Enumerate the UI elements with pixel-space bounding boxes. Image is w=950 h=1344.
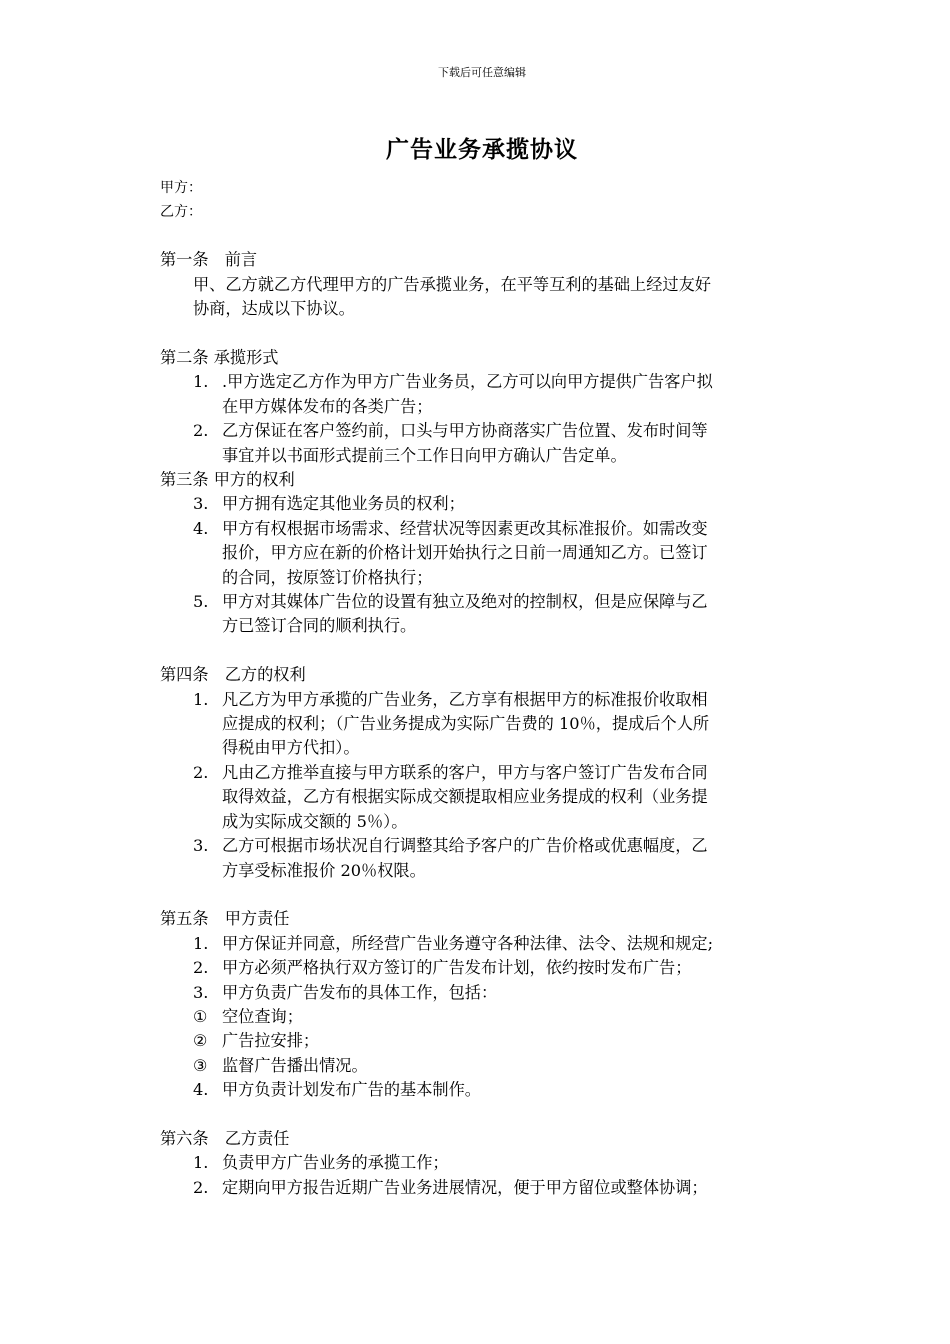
item-line: 成为实际成交额的 5％）。 <box>222 811 408 831</box>
item-number: 1. <box>193 1153 209 1173</box>
item-number: 4. <box>193 518 209 538</box>
list-item <box>160 932 810 956</box>
list-item <box>160 981 810 1005</box>
item-line: 方享受标准报价 20％权限。 <box>222 860 426 880</box>
item-number: 2. <box>193 421 209 441</box>
article-1-heading: 第一条 前言 <box>160 250 258 270</box>
sub-list-item <box>160 1005 810 1029</box>
party-b-label: 乙方： <box>160 204 202 220</box>
sub-item-number: ① <box>193 1006 208 1026</box>
list-item <box>160 761 810 834</box>
item-number: 3. <box>193 494 209 514</box>
item-line: 报价，甲方应在新的价格计划开始执行之日前一周通知乙方。已签订 <box>222 543 708 563</box>
item-line: 凡由乙方推举直接与甲方联系的客户，甲方与客户签订广告发布合同 <box>222 762 708 782</box>
item-number: 1. <box>193 933 209 953</box>
item-line: 甲方负责计划发布广告的基本制作。 <box>222 1080 481 1100</box>
sub-item-number: ③ <box>193 1055 208 1075</box>
list-item <box>160 1151 810 1175</box>
item-line: 方已签订合同的顺利执行。 <box>222 616 417 636</box>
list-item <box>160 834 810 883</box>
document-body <box>160 176 810 1200</box>
article-6-heading: 第六条 乙方责任 <box>160 1128 290 1148</box>
sub-item-text: 监督广告播出情况。 <box>222 1055 368 1075</box>
item-line: 甲方负责广告发布的具体工作，包括： <box>222 982 498 1002</box>
article-5-heading: 第五条 甲方责任 <box>160 909 290 929</box>
list-item <box>160 688 810 761</box>
item-line: 甲方拥有选定其他业务员的权利； <box>222 494 465 514</box>
sub-item-text: 空位查询； <box>222 1006 303 1026</box>
paragraph-line: 甲、乙方就乙方代理甲方的广告承揽业务，在平等互利的基础上经过友好 <box>193 274 711 294</box>
item-number: 1. <box>193 372 209 392</box>
list-item <box>160 517 810 590</box>
sub-item-text: 广告拉安排； <box>222 1031 320 1051</box>
item-line: 得税由甲方代扣）。 <box>222 738 360 758</box>
list-item <box>160 370 810 419</box>
list-item <box>160 492 810 516</box>
sub-list-item <box>160 1054 810 1078</box>
item-number: 2. <box>193 958 209 978</box>
article-2-heading: 第二条 承揽形式 <box>160 348 279 367</box>
item-number: 4. <box>193 1080 209 1100</box>
list-item <box>160 590 810 639</box>
item-line: 凡乙方为甲方承揽的广告业务，乙方享有根据甲方的标准报价收取相 <box>222 689 708 709</box>
list-item <box>160 1176 810 1200</box>
item-number: 2. <box>193 1177 209 1197</box>
item-line: .甲方选定乙方作为甲方广告业务员，乙方可以向甲方提供广告客户拟 <box>222 372 713 392</box>
article-4-heading: 第四条 乙方的权利 <box>160 665 306 685</box>
sub-list-item <box>160 1029 810 1053</box>
item-line: 的合同，按原签订价格执行； <box>222 567 433 587</box>
item-number: 1. <box>193 689 209 709</box>
list-item <box>160 956 810 980</box>
list-item <box>160 419 810 468</box>
item-line: 甲方保证并同意，所经营广告业务遵守各种法律、法令、法规和规定; <box>222 933 714 953</box>
item-line: 负责甲方广告业务的承揽工作； <box>222 1153 449 1173</box>
item-line: 取得效益，乙方有根据实际成交额提取相应业务提成的权利（业务提 <box>222 787 708 807</box>
item-line: 乙方可根据市场状况自行调整其给予客户的广告价格或优惠幅度，乙 <box>222 836 708 856</box>
sub-item-number: ② <box>193 1031 208 1051</box>
item-number: 3. <box>193 836 209 856</box>
item-line: 甲方必须严格执行双方签订的广告发布计划，依约按时发布广告； <box>222 958 692 978</box>
item-number: 5. <box>193 592 209 612</box>
item-line: 应提成的权利；（广告业务提成为实际广告费的 10％，提成后个人所 <box>222 714 710 734</box>
item-number: 3. <box>193 982 209 1002</box>
document-title: 广告业务承揽协议 <box>386 136 578 163</box>
article-3-heading: 第三条 甲方的权利 <box>160 470 295 490</box>
item-line: 乙方保证在客户签约前，口头与甲方协商落实广告位置、发布时间等 <box>222 421 708 441</box>
party-a-label: 甲方： <box>160 180 202 196</box>
item-line: 事宜并以书面形式提前三个工作日向甲方确认广告定单。 <box>222 445 627 465</box>
article-1-paragraph <box>160 273 810 322</box>
paragraph-line: 协商，达成以下协议。 <box>193 299 355 319</box>
item-number: 2. <box>193 762 209 782</box>
header-note: 下载后可任意编辑 <box>438 66 526 79</box>
item-line: 甲方对其媒体广告位的设置有独立及绝对的控制权，但是应保障与乙 <box>222 592 708 612</box>
list-item <box>160 1078 810 1102</box>
item-line: 在甲方媒体发布的各类广告； <box>222 396 433 416</box>
item-line: 甲方有权根据市场需求、经营状况等因素更改其标准报价。如需改变 <box>222 518 708 538</box>
item-line: 定期向甲方报告近期广告业务进展情况，便于甲方留位或整体协调； <box>222 1177 708 1197</box>
